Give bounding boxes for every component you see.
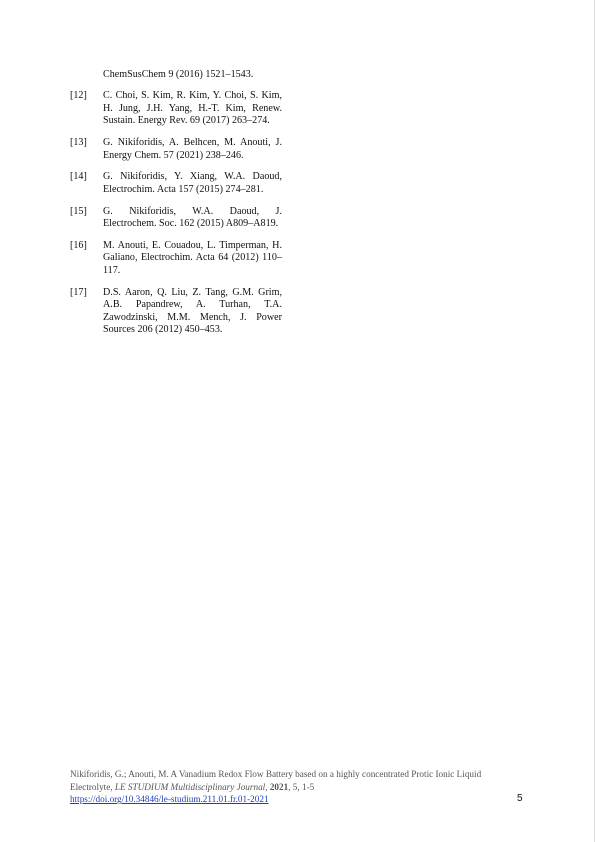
footer-citation <box>70 768 526 793</box>
doi-link[interactable]: https://doi.org/10.34846/le-studium.211.01.fr.01-2021 <box>70 794 269 805</box>
reference-number: [13] <box>70 137 87 149</box>
reference-number: [14] <box>70 171 87 183</box>
reference-number: [17] <box>70 286 87 298</box>
reference-item <box>70 240 282 277</box>
footer-journal-name: LE STUDIUM Multidisciplinary Journal <box>114 781 266 792</box>
page-number: 5 <box>517 793 523 804</box>
reference-number: [15] <box>70 205 87 217</box>
reference-continuation: ChemSusChem 9 (2016) 1521–1543. <box>103 69 254 80</box>
reference-number: [12] <box>70 90 87 102</box>
reference-number: [16] <box>70 240 87 252</box>
page-footer <box>70 768 526 806</box>
reference-list <box>70 69 282 346</box>
reference-text: G. Nikiforidis, W.A. Daoud, J. Electrochem. Soc. 162 (2015) A809–A819. <box>103 205 282 230</box>
footer-separator: , <box>265 781 270 792</box>
reference-text: D.S. Aaron, Q. Liu, Z. Tang, G.M. Grim, A.B. Papandrew, A. Turhan, T.A. Zawodzinski, M.M. Mench, J. Power Sources 206 (2012) 450–453. <box>103 286 282 335</box>
footer-citation-authors-title: Nikiforidis, G.; Anouti, M. A Vanadium Redox Flow Battery based on a highly concentrated Protic Ionic Liquid Electrolyte, <box>70 769 482 792</box>
footer-year: 2021 <box>269 781 289 792</box>
reference-item <box>70 287 282 337</box>
footer-volume-pages: , 5, 1-5 <box>288 781 315 792</box>
reference-item <box>70 171 282 196</box>
reference-text: M. Anouti, E. Couadou, L. Timperman, H. Galiano, Electrochim. Acta 64 (2012) 110–117. <box>103 240 282 276</box>
reference-text: G. Nikiforidis, Y. Xiang, W.A. Daoud, Electrochim. Acta 157 (2015) 274–281. <box>103 171 282 195</box>
reference-text: G. Nikiforidis, A. Belhcen, M. Anouti, J. Energy Chem. 57 (2021) 238–246. <box>103 137 282 161</box>
reference-text: C. Choi, S. Kim, R. Kim, Y. Choi, S. Kim, H. Jung, J.H. Yang, H.-T. Kim, Renew. Sustain. Energy Rev. 69 (2017) 263–274. <box>103 90 282 127</box>
reference-item <box>70 90 282 127</box>
reference-item <box>70 206 282 231</box>
reference-item <box>70 137 282 162</box>
